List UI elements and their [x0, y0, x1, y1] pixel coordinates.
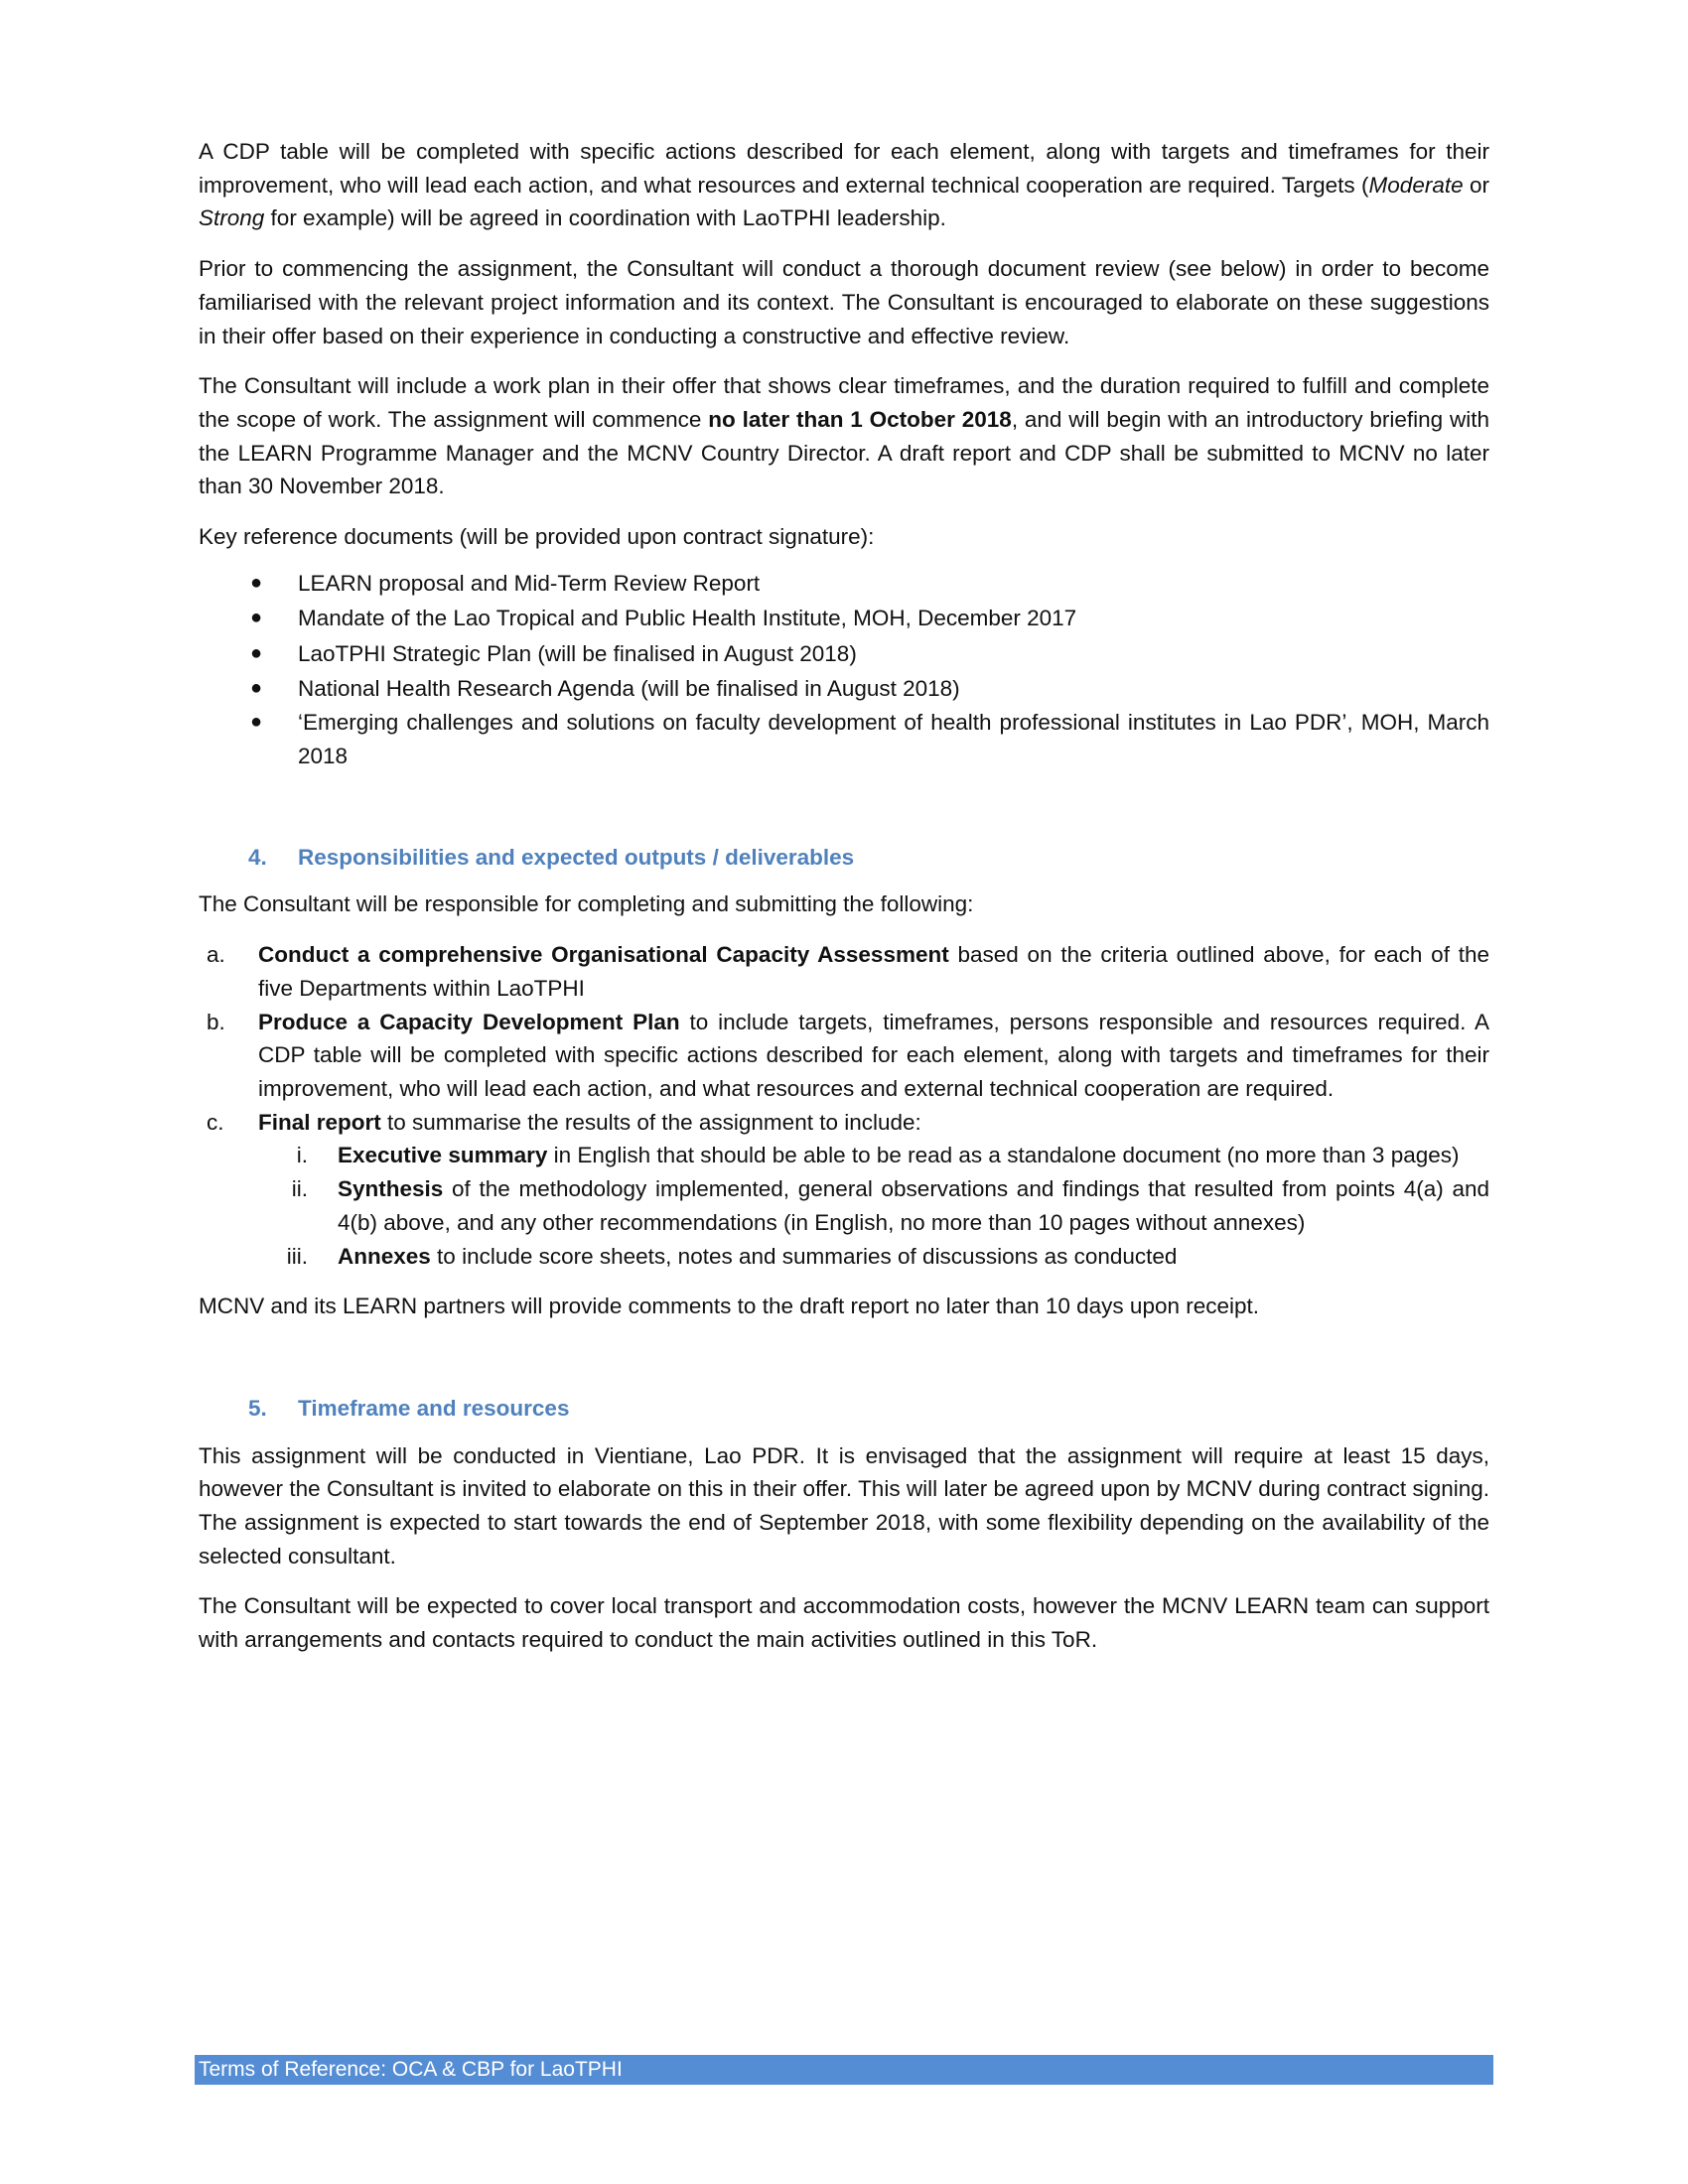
section-heading-5: 5. Timeframe and resources — [248, 1395, 570, 1421]
bullet-icon: ● — [250, 676, 263, 699]
section5-paragraph-1: This assignment will be conducted in Vientiane, Lao PDR. It is envisaged that the assignment will require at least 15 days, however the Consultant is invited to elaborate on this in their offer. This will later be agreed upon by MCNV during contract signing. The assignment is expected to start towards the end of September 2018, with some flexibility depending on the availability of the selected consultant. — [199, 1442, 1489, 1569]
deliverables-list — [199, 938, 1489, 1273]
paragraph-key-references: Key reference documents (will be provided upon contract signature): — [199, 524, 875, 550]
list-item: b. Produce a Capacity Development Plan to include targets, timeframes, persons responsible and resources required. A CDP table will be completed with specific actions described for each element, along with targets and timeframes for their improvement, who will lead each action, and what resources and external technical cooperation are required. — [207, 1009, 1489, 1101]
bullet-icon: ● — [250, 641, 263, 664]
bullet-icon: ● — [250, 571, 263, 594]
paragraph-work-plan: The Consultant will include a work plan in their offer that shows clear timeframes, and the duration required to fulfill and complete the scope of work. The assignment will commence no later than 1 October 2018, and will begin with an introductory briefing with the LEARN Programme Manager and the MCNV Country Director. A draft report and CDP shall be submitted to MCNV no later than 30 November 2018. — [199, 373, 1490, 499]
list-item: i. Executive summary in English that should be able to be read as a standalone document (no more than 3 pages) — [296, 1143, 1460, 1168]
list-item: a. Conduct a comprehensive Organisational Capacity Assessment based on the criteria outlined above, for each of the five Departments within LaoTPHI — [207, 942, 1489, 1001]
paragraph-cdp-table: A CDP table will be completed with specific actions described for each element, along with targets and timeframes for their improvement, who will lead each action, and what resources and external technical cooperation are required. Targets (Moderate or Strong for example) will be agreed in coordination with LaoTPHI leadership. — [199, 139, 1489, 231]
list-item: ● LaoTPHI Strategic Plan (will be finalised in August 2018) — [199, 636, 1489, 671]
list-item: ● National Health Research Agenda (will be finalised in August 2018) — [199, 671, 1489, 706]
list-item: c. Final report to summarise the results of the assignment to include: i. Executive summary in English that should be able to be read as a standalone document (no more than 3 pages) ii. Synthesis of the methodology implemented, general observations and findings that resulted from points 4(a) and 4(b) above, and any other recommendations (in English, no more than 10 pages without annexes) iii. Annexes to include score sheets, notes and summaries of discussions as conducted — [199, 1106, 1489, 1274]
section5-paragraph-2: The Consultant will be expected to cover local transport and accommodation costs, however the MCNV LEARN team can support with arrangements and contacts required to conduct the main activities outlined in this ToR. — [199, 1593, 1489, 1653]
page-footer: Terms of Reference: OCA & CBP for LaoTPHI — [195, 2055, 1493, 2085]
spacer — [199, 1340, 1489, 1392]
bullet-icon: ● — [250, 607, 263, 629]
list-item: ● ‘Emerging challenges and solutions on faculty development of health professional institutes in Lao PDR’, MOH, March 2018 — [199, 706, 1489, 772]
list-item: ● Mandate of the Lao Tropical and Public Health Institute, MOH, December 2017 — [199, 601, 1489, 635]
section4-closing: MCNV and its LEARN partners will provide comments to the draft report no later than 10 days upon receipt. — [199, 1294, 1260, 1319]
document-page — [199, 135, 1489, 1674]
section-heading-4: 4. Responsibilities and expected outputs / deliverables — [248, 844, 855, 870]
spacer — [199, 773, 1489, 841]
final-report-sublist — [199, 1139, 1489, 1273]
section4-intro: The Consultant will be responsible for completing and submitting the following: — [199, 891, 974, 917]
list-item: iii. Annexes to include score sheets, notes and summaries of discussions as conducted — [286, 1243, 1178, 1269]
list-item: ● LEARN proposal and Mid-Term Review Report — [199, 566, 1489, 601]
paragraph-document-review: Prior to commencing the assignment, the Consultant will conduct a thorough document review (see below) in order to become familiarised with the relevant project information and its context. The Consultant is encouraged to elaborate on these suggestions in their offer based on their experience in conducting a constructive and effective review. — [199, 256, 1489, 348]
list-item: ii. Synthesis of the methodology implemented, general observations and findings that resulted from points 4(a) and 4(b) above, and any other recommendations (in English, no more than 10 pages without annexes) — [291, 1176, 1489, 1235]
reference-list — [199, 566, 1489, 773]
bullet-icon: ● — [250, 711, 263, 734]
